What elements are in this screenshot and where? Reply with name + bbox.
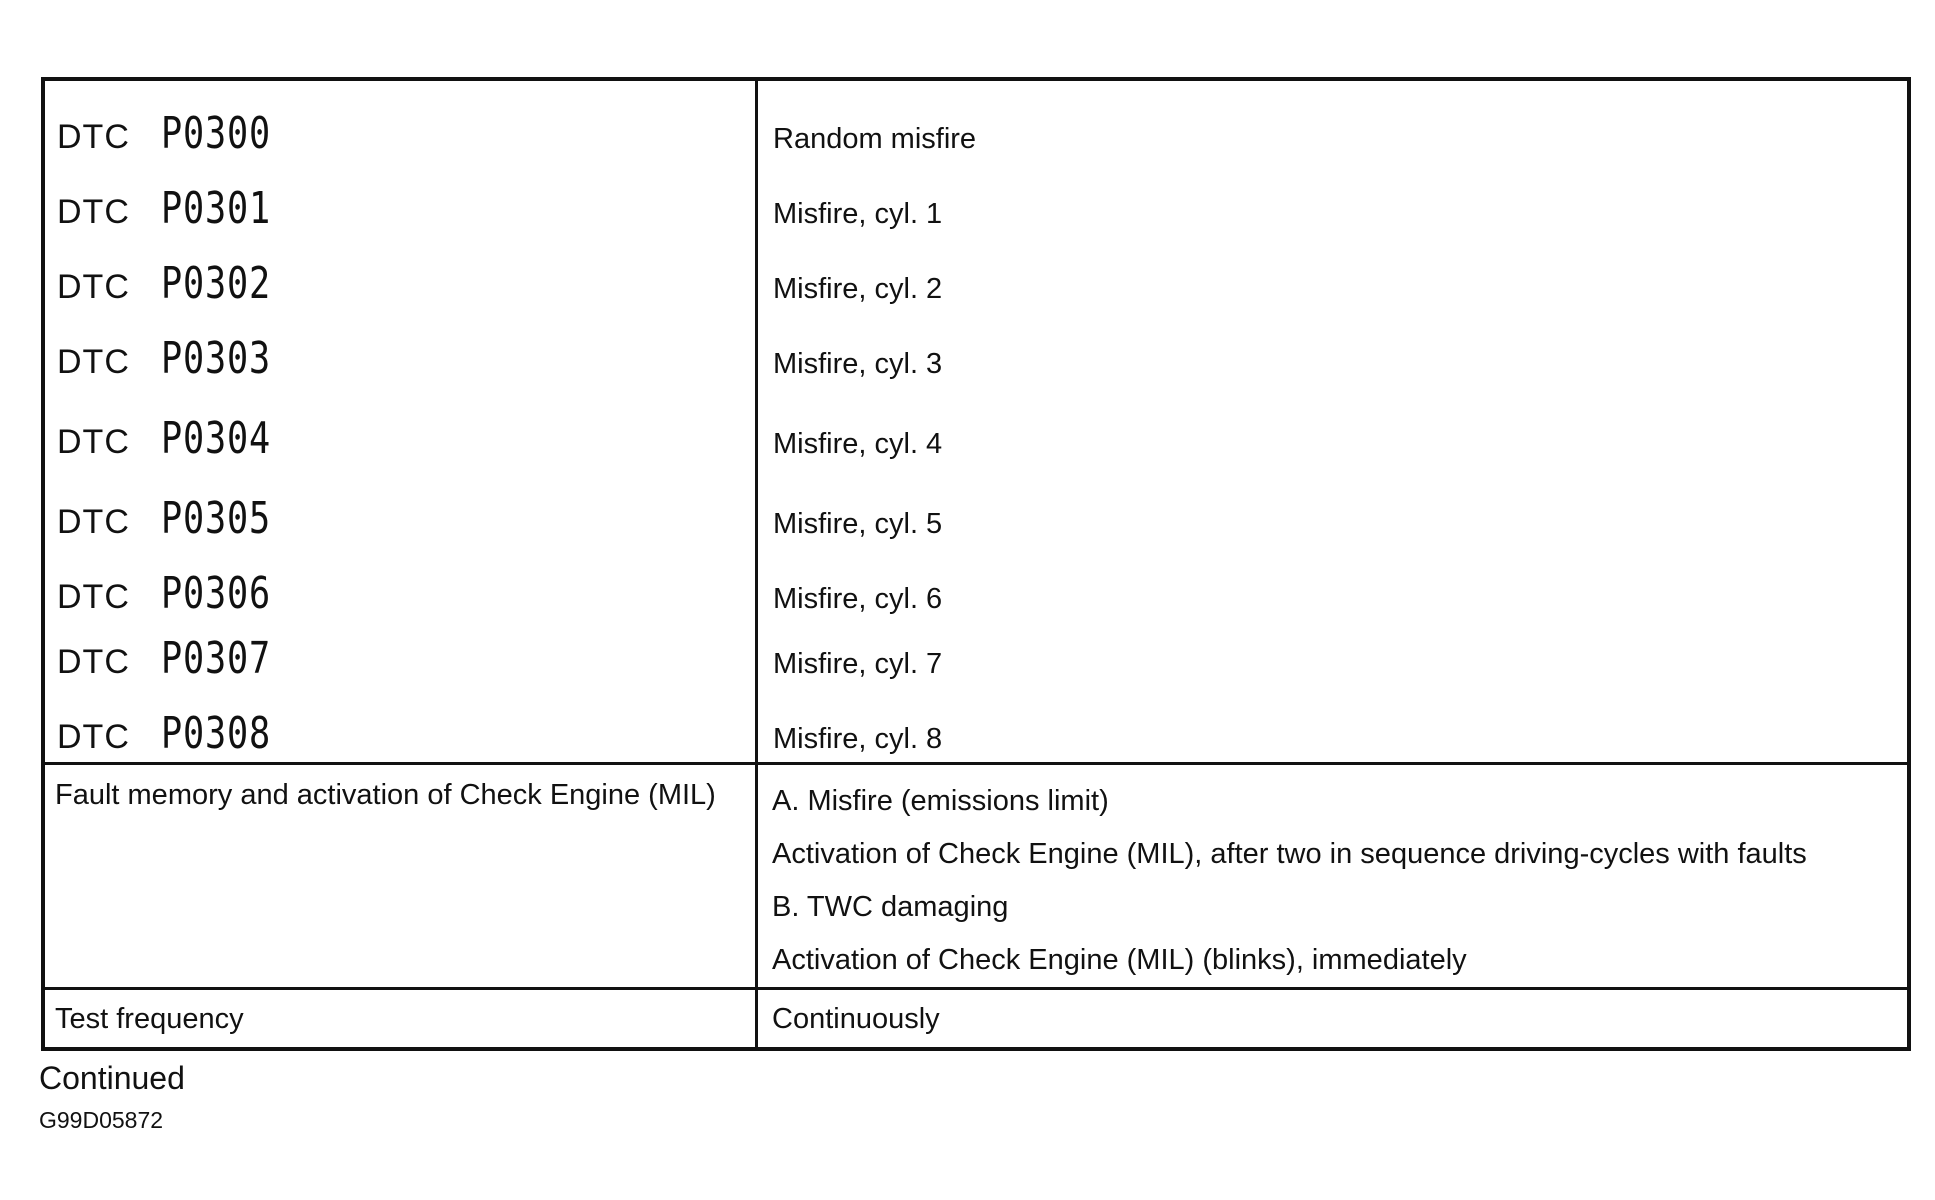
test-frequency-value: Continuously	[772, 1003, 940, 1035]
dtc-code: P0306	[161, 568, 271, 619]
table-row	[45, 324, 1907, 384]
dtc-code: P0305	[161, 493, 271, 544]
dtc-prefix: DTC	[57, 578, 130, 616]
dtc-code: P0307	[161, 633, 271, 684]
dtc-prefix: DTC	[57, 718, 130, 756]
fault-memory-label: Fault memory and activation of Check Engine (MIL)	[55, 779, 716, 811]
row-divider-test-frequency	[45, 987, 1907, 990]
dtc-description: Random misfire	[773, 123, 977, 155]
dtc-description: Misfire, cyl. 5	[773, 508, 943, 540]
dtc-description: Misfire, cyl. 3	[773, 348, 943, 380]
dtc-prefix: DTC	[57, 268, 130, 306]
test-frequency-label: Test frequency	[55, 1003, 244, 1035]
fault-memory-line: A. Misfire (emissions limit)	[772, 785, 1109, 817]
table-row	[45, 249, 1907, 309]
row-divider-fault-memory	[45, 762, 1907, 765]
table-row	[45, 99, 1907, 159]
dtc-prefix: DTC	[57, 423, 130, 461]
table-row	[45, 559, 1907, 619]
dtc-code: P0308	[161, 708, 271, 759]
dtc-code: P0304	[161, 413, 271, 464]
dtc-code: P0302	[161, 258, 271, 309]
dtc-table	[41, 77, 1911, 1051]
dtc-prefix: DTC	[57, 503, 130, 541]
dtc-description: Misfire, cyl. 2	[773, 273, 943, 305]
table-row	[45, 624, 1907, 684]
fault-memory-line: B. TWC damaging	[772, 891, 1009, 923]
dtc-code: P0303	[161, 333, 271, 384]
dtc-description: Misfire, cyl. 8	[773, 723, 943, 755]
dtc-prefix: DTC	[57, 343, 130, 381]
dtc-prefix: DTC	[57, 643, 130, 681]
dtc-description: Misfire, cyl. 6	[773, 583, 943, 615]
continued-note: Continued	[39, 1060, 185, 1096]
dtc-prefix: DTC	[57, 193, 130, 231]
fault-memory-line: Activation of Check Engine (MIL) (blinks), immediately	[772, 944, 1467, 976]
dtc-description: Misfire, cyl. 7	[773, 648, 943, 680]
table-row	[45, 404, 1907, 464]
table-row	[45, 699, 1907, 759]
dtc-description: Misfire, cyl. 4	[773, 428, 943, 460]
dtc-description: Misfire, cyl. 1	[773, 198, 943, 230]
dtc-code: P0300	[161, 108, 271, 159]
table-row	[45, 484, 1907, 544]
dtc-code: P0301	[161, 183, 271, 234]
dtc-prefix: DTC	[57, 118, 130, 156]
table-row	[45, 174, 1907, 234]
fault-memory-line: Activation of Check Engine (MIL), after two in sequence driving-cycles with faults	[772, 838, 1807, 870]
fault-memory-details	[772, 775, 1902, 987]
figure-id: G99D05872	[39, 1107, 164, 1133]
